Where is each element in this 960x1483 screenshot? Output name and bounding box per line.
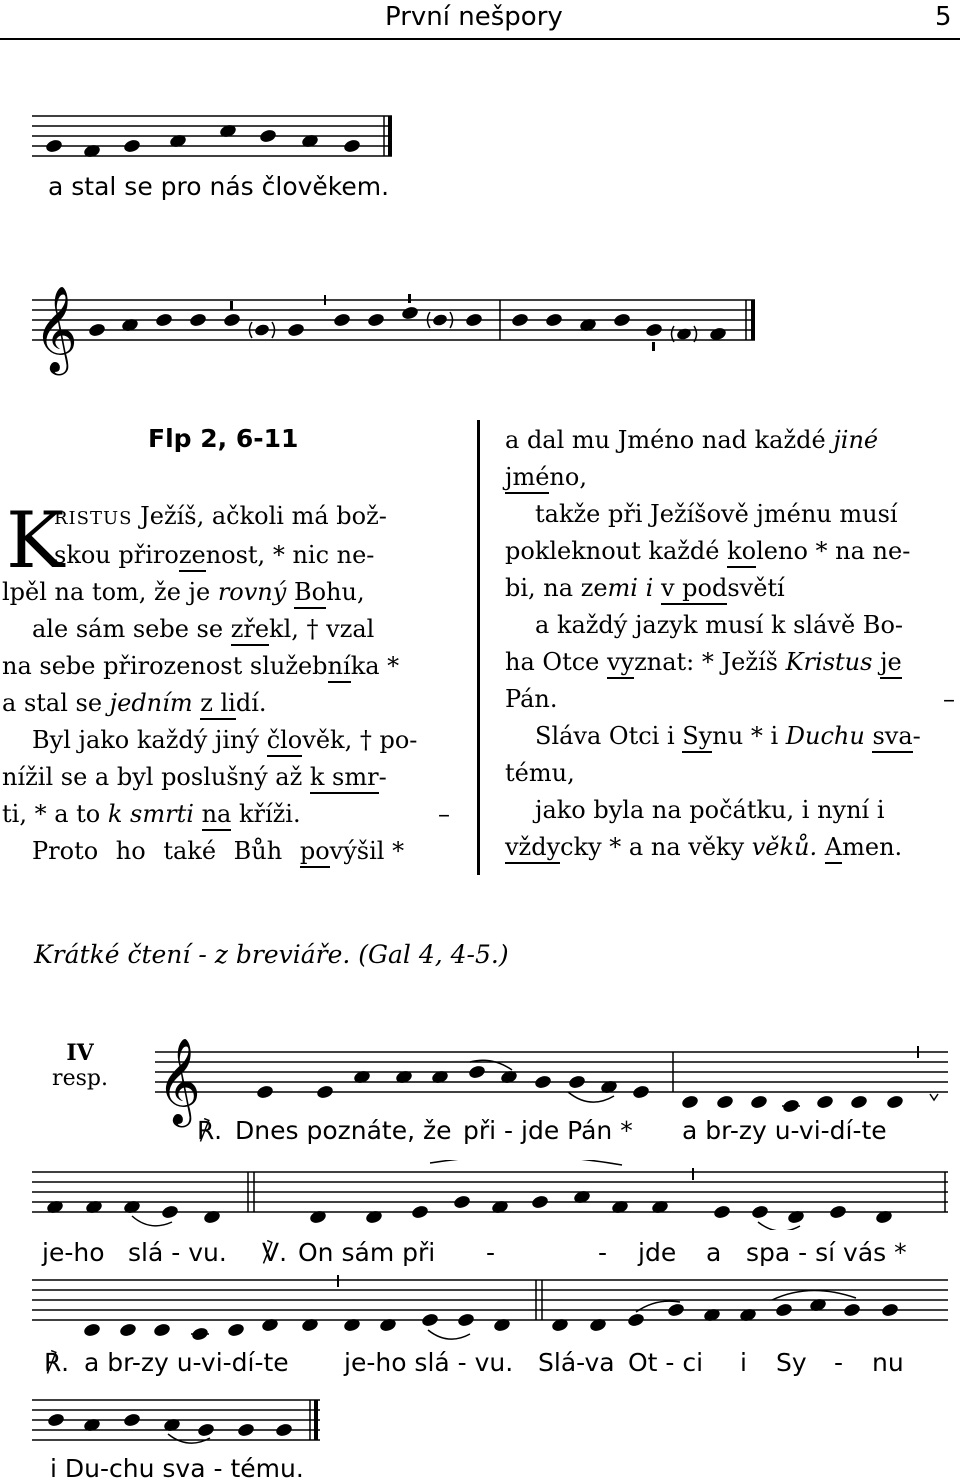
note (256, 1084, 275, 1100)
psalm-line: jméno, (505, 459, 955, 496)
note (816, 1094, 835, 1110)
note (881, 1302, 900, 1318)
note (254, 323, 271, 337)
note (534, 1074, 553, 1090)
psalm-line: Byl jako každý jiný člověk, † po- (32, 722, 450, 759)
note (751, 1204, 770, 1220)
note (432, 313, 449, 327)
note (676, 327, 693, 341)
note (667, 1302, 686, 1318)
note (453, 1194, 472, 1210)
lyric: je-ho slá - vu. (344, 1348, 514, 1377)
staff-2-psalm-tone (0, 268, 960, 378)
note (613, 312, 632, 328)
note (511, 312, 530, 328)
psalm-line: Sláva Otci i Synu * i Duchu sva- (505, 718, 955, 755)
note (468, 1064, 487, 1080)
psalm-line: a dal mu Jméno nad každé jiné (505, 426, 879, 454)
note (545, 312, 564, 328)
psalm-line: skou přirozenost, * nic ne- (32, 537, 450, 574)
short-reading-label: Krátké čtení - z breviáře. (Gal 4, 4-5.) (34, 940, 509, 969)
note (421, 1312, 440, 1328)
psalm-line: ti, * a to k smrti na kříži. – (2, 796, 450, 833)
note (681, 1094, 700, 1110)
psalm-line: nížil se a byl poslušný až k smr- (2, 759, 450, 796)
treble-clef-icon: 𝄞 (157, 1038, 201, 1124)
responsory-staff-4 (0, 1392, 960, 1452)
versicle-symbol: ℣. (262, 1238, 288, 1267)
psalm-line: bi, na zemi i v podsvětí (505, 570, 955, 607)
note (155, 312, 174, 328)
note (333, 312, 352, 328)
psalm-title: Flp 2, 6-11 (148, 424, 299, 453)
note (843, 1302, 862, 1318)
lyric: při - jde Pán * (463, 1116, 633, 1145)
psalm-line: jako byla na počátku, i nyní i (535, 796, 885, 824)
lyric: jde (638, 1238, 677, 1267)
psalm-line: pokleknout každé koleno * na ne- (505, 533, 955, 570)
note (531, 1194, 550, 1210)
mode-number: IV (66, 1040, 94, 1066)
lyric: nu (872, 1348, 904, 1377)
note (627, 1312, 646, 1328)
header-rule (0, 38, 960, 40)
lyric: - (834, 1348, 844, 1377)
psalm-line: ha Otce vyznat: * Ježíš Kristus je (505, 644, 955, 681)
psalm-line: ale sám sebe se zřekl, † vzal (32, 611, 450, 648)
responsory-line-4-lyrics: i Du-chu sva - tému. (50, 1454, 304, 1483)
lyric: slá - vu. (128, 1238, 227, 1267)
responsory-symbol: ℟. (44, 1348, 70, 1377)
note (161, 1204, 180, 1220)
note (287, 322, 306, 338)
note (259, 128, 278, 144)
note (401, 305, 420, 321)
lyric: On sám při (298, 1238, 436, 1267)
note (119, 1322, 138, 1338)
psalm-line: Pán. – (505, 685, 955, 713)
mode-label: resp. (52, 1066, 108, 1091)
psalm-line: RISTUS Ježíš, ačkoli má bož- (54, 502, 387, 530)
lyric: - (598, 1238, 608, 1267)
responsory-symbol: ℟. (197, 1116, 223, 1145)
note (367, 312, 386, 328)
note (83, 1322, 102, 1338)
note (850, 1094, 869, 1110)
note (45, 138, 64, 154)
psalm-line: lpěl na tom, že je rovný Bohu, (2, 574, 450, 611)
note (123, 138, 142, 154)
psalm-line: a stal se jedním z lidí. (2, 685, 450, 722)
lyric: spa - sí vás * (746, 1238, 907, 1267)
lyric: Dnes poznáte, že (235, 1116, 452, 1145)
note (568, 1074, 587, 1090)
responsory-line-3-lyrics (0, 1348, 960, 1388)
lyric: i (740, 1348, 747, 1377)
psalm-line: na sebe přirozenost služebníka * (2, 648, 450, 685)
column-separator (477, 420, 480, 875)
lyric: Slá-va (538, 1348, 615, 1377)
lyric: - (486, 1238, 496, 1267)
lyric: a (706, 1238, 722, 1267)
lyric: Sy (776, 1348, 807, 1377)
psalm-left-column (2, 498, 450, 870)
note (829, 1204, 848, 1220)
psalm-line: Proto ho také Bůh povýšil * (32, 833, 450, 870)
note (713, 1204, 732, 1220)
note (123, 1412, 142, 1428)
psalm-line: takže při Ježíšově jménu musí (535, 500, 898, 528)
staff-1 (0, 108, 960, 168)
header-title: První nešpory (385, 2, 563, 32)
psalm-line: vždycky * a na věky věků. Amen. (505, 829, 955, 866)
note (197, 1422, 216, 1438)
lyric: a br-zy u-vi-dí-te (84, 1348, 289, 1377)
note (88, 322, 107, 338)
note (47, 1412, 66, 1428)
note (227, 1322, 246, 1338)
note (411, 1204, 430, 1220)
note (275, 1422, 294, 1438)
note (465, 312, 484, 328)
drop-cap: K (6, 496, 65, 586)
staff-1-lyrics: a stal se pro nás člověkem. (48, 172, 390, 201)
note (316, 1084, 335, 1100)
note (632, 1084, 651, 1100)
note (153, 1322, 172, 1338)
note (886, 1094, 905, 1110)
note (457, 1312, 476, 1328)
lyric: a br-zy u-vi-dí-te (682, 1116, 887, 1145)
responsory-staff-2 (0, 1160, 960, 1230)
note (775, 1302, 794, 1318)
psalm-line: a každý jazyk musí k slávě Bo- (535, 611, 904, 639)
note (237, 1422, 256, 1438)
note (645, 322, 664, 338)
note (716, 1094, 735, 1110)
lyric: Ot - ci (628, 1348, 704, 1377)
psalm-line: tému, (505, 759, 575, 787)
psalm-right-column (505, 422, 955, 866)
page-number: 5 (935, 2, 952, 32)
note (223, 312, 242, 328)
lyric: je-ho (42, 1238, 105, 1267)
note (343, 138, 362, 154)
responsory-line-1-lyrics (0, 1116, 960, 1156)
note (189, 312, 208, 328)
note (750, 1094, 769, 1110)
treble-clef-icon: 𝄞 (34, 286, 78, 372)
responsory-staff-3 (0, 1272, 960, 1342)
